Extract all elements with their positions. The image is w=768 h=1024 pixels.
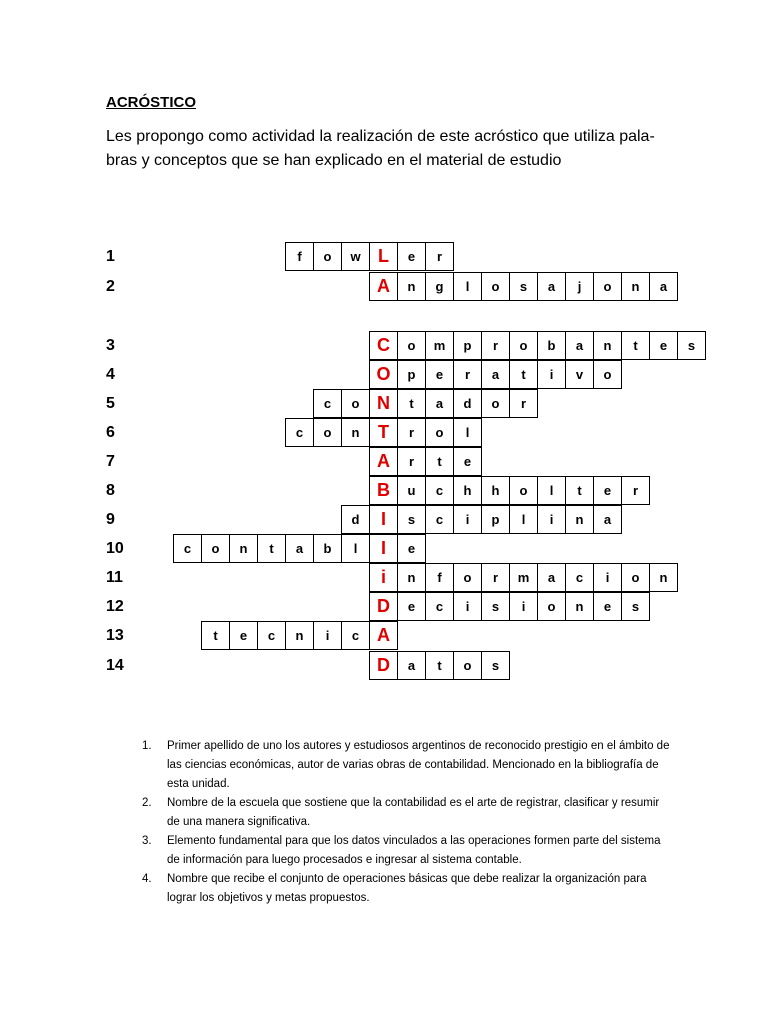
letter-cell: s xyxy=(677,331,706,360)
letter-cell: t xyxy=(425,651,454,680)
letter-cell: a xyxy=(593,505,622,534)
row-number: 12 xyxy=(106,598,124,615)
key-letter-cell: A xyxy=(369,272,398,301)
letter-cell: o xyxy=(453,563,482,592)
letter-cell: r xyxy=(621,476,650,505)
letter-cell: e xyxy=(397,592,426,621)
letter-cell: t xyxy=(257,534,286,563)
letter-cell: r xyxy=(481,563,510,592)
intro-line: Les propongo como actividad la realización de este acróstico que utiliza pala- xyxy=(106,128,655,145)
letter-cell: j xyxy=(565,272,594,301)
letter-cell: a xyxy=(649,272,678,301)
letter-cell: l xyxy=(537,476,566,505)
letter-cell: n xyxy=(397,563,426,592)
letter-cell: n xyxy=(621,272,650,301)
clue-text: Elemento fundamental para que los datos vinculados a las operaciones formen parte del sistema de información para luego procesados e ingresar al sistema contable. xyxy=(167,835,661,866)
letter-cell: r xyxy=(481,331,510,360)
clue-item xyxy=(142,794,672,832)
key-letter-cell: I xyxy=(369,505,398,534)
row-number: 10 xyxy=(106,540,124,557)
letter-cell: o xyxy=(201,534,230,563)
row-number: 2 xyxy=(106,278,115,295)
letter-cell: l xyxy=(341,534,370,563)
row-number: 6 xyxy=(106,424,115,441)
clue-number: 2. xyxy=(142,797,152,809)
page-title: ACRÓSTICO xyxy=(106,94,196,111)
letter-cell: i xyxy=(509,592,538,621)
letter-cell: t xyxy=(201,621,230,650)
clue-text: Nombre que recibe el conjunto de operaciones básicas que debe realizar la organización para lograr los objetivos y metas propuestos. xyxy=(167,873,647,904)
row-number: 4 xyxy=(106,366,115,383)
letter-cell: i xyxy=(593,563,622,592)
clue-number: 4. xyxy=(142,873,152,885)
letter-cell: o xyxy=(453,651,482,680)
letter-cell: r xyxy=(397,418,426,447)
letter-cell: c xyxy=(425,476,454,505)
letter-cell: l xyxy=(509,505,538,534)
letter-cell: r xyxy=(509,389,538,418)
letter-cell: e xyxy=(593,592,622,621)
letter-cell: c xyxy=(173,534,202,563)
letter-cell: n xyxy=(565,505,594,534)
key-letter-cell: C xyxy=(369,331,398,360)
letter-cell: t xyxy=(509,360,538,389)
row-number: 7 xyxy=(106,453,115,470)
letter-cell: p xyxy=(397,360,426,389)
letter-cell: o xyxy=(593,360,622,389)
letter-cell: v xyxy=(565,360,594,389)
row-number: 14 xyxy=(106,657,124,674)
row-number: 5 xyxy=(106,395,115,412)
letter-cell: o xyxy=(313,418,342,447)
letter-cell: n xyxy=(285,621,314,650)
letter-cell: u xyxy=(397,476,426,505)
key-letter-cell: N xyxy=(369,389,398,418)
letter-cell: a xyxy=(565,331,594,360)
letter-cell: f xyxy=(425,563,454,592)
letter-cell: e xyxy=(649,331,678,360)
row-number: 3 xyxy=(106,337,115,354)
clue-text: Nombre de la escuela que sostiene que la contabilidad es el arte de registrar, clasificar y resumir de una manera significativa. xyxy=(167,797,660,828)
key-letter-cell: i xyxy=(369,563,398,592)
letter-cell: o xyxy=(509,476,538,505)
letter-cell: i xyxy=(453,505,482,534)
letter-cell: d xyxy=(341,505,370,534)
letter-cell: p xyxy=(481,505,510,534)
letter-cell: b xyxy=(313,534,342,563)
row-number: 8 xyxy=(106,482,115,499)
clue-item xyxy=(142,832,672,870)
letter-cell: h xyxy=(481,476,510,505)
letter-cell: l xyxy=(453,418,482,447)
letter-cell: c xyxy=(313,389,342,418)
letter-cell: e xyxy=(593,476,622,505)
key-letter-cell: T xyxy=(369,418,398,447)
clue-number: 3. xyxy=(142,835,152,847)
letter-cell: c xyxy=(565,563,594,592)
key-letter-cell: I xyxy=(369,534,398,563)
key-letter-cell: A xyxy=(369,447,398,476)
key-letter-cell: A xyxy=(369,621,398,650)
letter-cell: s xyxy=(481,651,510,680)
letter-cell: i xyxy=(453,592,482,621)
letter-cell: a xyxy=(425,389,454,418)
intro-line: bras y conceptos que se han explicado en el material de estudio xyxy=(106,152,562,169)
row-number: 1 xyxy=(106,248,115,265)
letter-cell: e xyxy=(425,360,454,389)
key-letter-cell: D xyxy=(369,592,398,621)
letter-cell: c xyxy=(285,418,314,447)
letter-cell: n xyxy=(649,563,678,592)
letter-cell: o xyxy=(341,389,370,418)
clue-number: 1. xyxy=(142,740,152,752)
letter-cell: e xyxy=(397,242,426,271)
key-letter-cell: O xyxy=(369,360,398,389)
letter-cell: n xyxy=(341,418,370,447)
letter-cell: t xyxy=(565,476,594,505)
letter-cell: o xyxy=(425,418,454,447)
letter-cell: c xyxy=(425,505,454,534)
letter-cell: w xyxy=(341,242,370,271)
row-number: 13 xyxy=(106,627,124,644)
letter-cell: n xyxy=(397,272,426,301)
letter-cell: s xyxy=(509,272,538,301)
letter-cell: p xyxy=(453,331,482,360)
letter-cell: o xyxy=(313,242,342,271)
letter-cell: g xyxy=(425,272,454,301)
key-letter-cell: B xyxy=(369,476,398,505)
letter-cell: l xyxy=(453,272,482,301)
letter-cell: r xyxy=(397,447,426,476)
letter-cell: t xyxy=(621,331,650,360)
letter-cell: e xyxy=(453,447,482,476)
clue-item xyxy=(142,737,672,794)
letter-cell: f xyxy=(285,242,314,271)
key-letter-cell: L xyxy=(369,242,398,271)
letter-cell: m xyxy=(509,563,538,592)
letter-cell: a xyxy=(537,563,566,592)
letter-cell: e xyxy=(397,534,426,563)
letter-cell: n xyxy=(229,534,258,563)
letter-cell: r xyxy=(453,360,482,389)
letter-cell: i xyxy=(313,621,342,650)
letter-cell: o xyxy=(593,272,622,301)
letter-cell: c xyxy=(341,621,370,650)
letter-cell: s xyxy=(397,505,426,534)
letter-cell: o xyxy=(397,331,426,360)
row-number: 11 xyxy=(106,569,123,586)
letter-cell: b xyxy=(537,331,566,360)
letter-cell: o xyxy=(481,272,510,301)
letter-cell: o xyxy=(537,592,566,621)
letter-cell: o xyxy=(509,331,538,360)
letter-cell: t xyxy=(425,447,454,476)
letter-cell: n xyxy=(565,592,594,621)
letter-cell: r xyxy=(425,242,454,271)
letter-cell: d xyxy=(453,389,482,418)
letter-cell: a xyxy=(481,360,510,389)
letter-cell: a xyxy=(537,272,566,301)
letter-cell: i xyxy=(537,360,566,389)
clue-list xyxy=(142,737,672,908)
letter-cell: a xyxy=(285,534,314,563)
letter-cell: a xyxy=(397,651,426,680)
letter-cell: e xyxy=(229,621,258,650)
letter-cell: o xyxy=(621,563,650,592)
letter-cell: n xyxy=(593,331,622,360)
clue-item xyxy=(142,870,672,908)
letter-cell: c xyxy=(257,621,286,650)
clue-text: Primer apellido de uno los autores y estudiosos argentinos de reconocido prestigio en el ámbito de las ciencias económicas, autor de varias obras de contabilidad. Mencionado en la bibliografía de esta unidad. xyxy=(167,740,670,790)
letter-cell: i xyxy=(537,505,566,534)
letter-cell: s xyxy=(621,592,650,621)
letter-cell: c xyxy=(425,592,454,621)
letter-cell: m xyxy=(425,331,454,360)
letter-cell: t xyxy=(397,389,426,418)
key-letter-cell: D xyxy=(369,651,398,680)
letter-cell: s xyxy=(481,592,510,621)
row-number: 9 xyxy=(106,511,115,528)
letter-cell: o xyxy=(481,389,510,418)
letter-cell: h xyxy=(453,476,482,505)
